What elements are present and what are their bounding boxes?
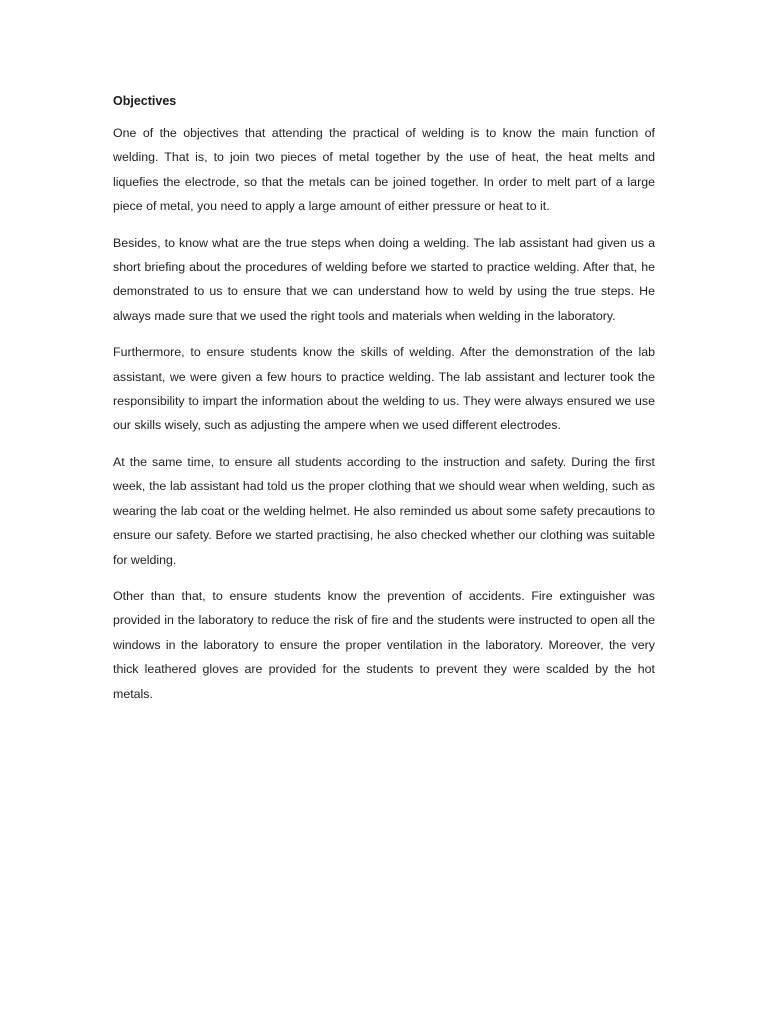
paragraph-welding-skills: Furthermore, to ensure students know the skills of welding. After the demonstration of the lab assistant, we were given a few hours to practice welding. The lab assistant and lecturer took the responsibility to impart the information about the welding to us. They were always ensured we use our skills wisely, such as adjusting the ampere when we used different electrodes.	[113, 345, 655, 433]
section-heading: Objectives	[113, 94, 177, 108]
paragraph-welding-function: One of the objectives that attending the practical of welding is to know the main function of welding. That is, to join two pieces of metal together by the use of heat, the heat melts and liquefies the electrode, so that the metals can be joined together. In order to melt part of a large piece of metal, you need to apply a large amount of either pressure or heat to it.	[113, 126, 655, 214]
paragraph-safety-instruction: At the same time, to ensure all students according to the instruction and safety. During the first week, the lab assistant had told us the proper clothing that we should wear when welding, such as wearing the lab coat or the welding helmet. He also reminded us about some safety precautions to ensure our safety. Before we started practising, he also checked whether our clothing was suitable for welding.	[113, 454, 655, 567]
paragraph-true-steps: Besides, to know what are the true steps when doing a welding. The lab assistant had given us a short briefing about the procedures of welding before we started to practice welding. After that, he demonstrated to us to ensure that we can understand how to weld by using the true steps. He always made sure that we used the right tools and materials when welding in the laboratory.	[113, 235, 655, 323]
paragraph-accident-prevention: Other than that, to ensure students know the prevention of accidents. Fire extinguisher was provided in the laboratory to reduce the risk of fire and the students were instructed to open all the windows in the laboratory to ensure the proper ventilation in the laboratory. Moreover, the very thick leathered gloves are provided for the students to prevent they were scalded by the hot metals.	[113, 588, 655, 701]
document-page	[113, 92, 655, 718]
